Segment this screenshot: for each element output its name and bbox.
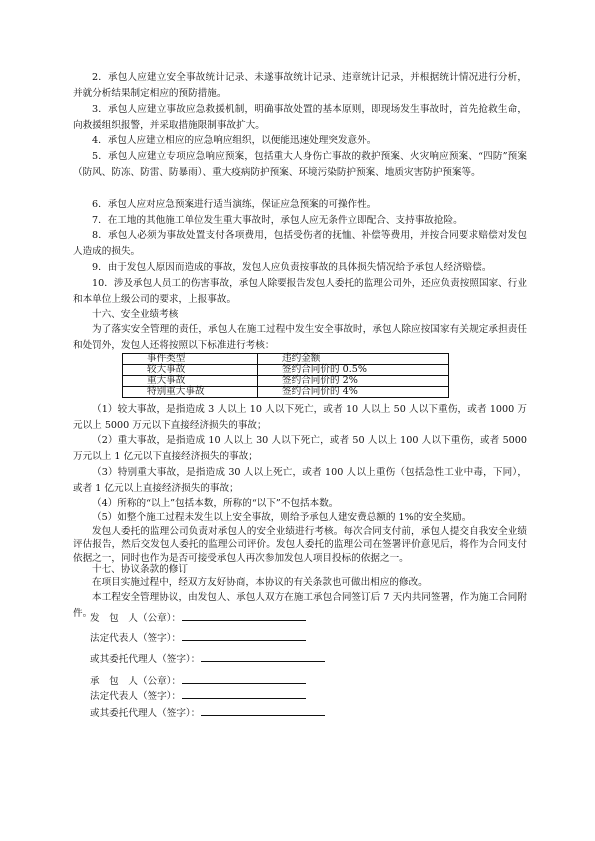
clause-7: 7．在工地的其他施工单位发生重大事故时，承包人应无条件立即配合、支持事故抢险。	[92, 215, 463, 226]
clause-6: 6．承包人应对应急预案进行适当演练，保证应急预案的可操作性。	[92, 199, 377, 210]
definition-5: （5）如整个施工过程未发生以上安全事故，则给予承包人建安费总额的 1%的安全奖励。	[92, 512, 472, 523]
table-cell: 签约合同价的 4%	[258, 387, 449, 398]
clause-4: 4．承包人应建立相应的应急响应组织，以便能迅速处理突发意外。	[92, 135, 377, 146]
signature-blank	[182, 631, 306, 641]
table-cell: 较大事故	[123, 365, 258, 376]
section-16-heading: 十六、安全业绩考核	[92, 309, 179, 320]
table-row	[123, 365, 449, 376]
signature-blank	[182, 689, 306, 699]
definition-2: （2）重大事故，是指造成 10 人以上 30 人以下死亡，或者 50 人以上 100 人以下重伤，或者 5000 万元以上 1 亿元以下直接经济损失的事故；	[73, 435, 527, 462]
clause-8: 8．承包人必须为事故处置支付各项费用，包括受伤者的抚恤、补偿等费用，并按合同要求赔偿对发包人造成的损失。	[73, 230, 527, 257]
signature-blank	[201, 706, 325, 716]
table-header-row	[123, 354, 449, 365]
section-17-paragraph-1: 在项目实施过程中，经双方友好协商，本协议的有关条款也可做出相应的修改。	[92, 577, 428, 588]
clause-5: 5．承包人应建立专项应急响应预案，包括重大人身伤亡事故的救护预案、火灾响应预案、“四防”预案（防风、防冻、防雷、防暴雨）、重大疫病防护预案、环境污染防护预案、地质灾害防护预案等。	[73, 151, 527, 178]
table-row	[123, 376, 449, 387]
section-16-intro: 为了落实安全管理的责任，承包人在施工过程中发生安全事故时，承包人除应按国家有关规定承担责任和处罚外，发包人还将按照以下标准进行考核：	[73, 324, 527, 351]
penalty-table	[122, 353, 449, 398]
clause-2: 2．承包人应建立安全事故统计记录、未遂事故统计记录、违章统计记录，并根据统计情况进行分析，并就分析结果制定相应的预防措施。	[73, 72, 527, 99]
clause-10: 10．涉及承包人员工的伤害事故，承包人除要报告发包人委托的监理公司外，还应负责按照国家、行业和本单位上级公司的要求，上报事故。	[73, 278, 527, 305]
employer-agent-line: 或其委托代理人（签字）：	[90, 652, 325, 668]
definition-4: （4）所称的“以上”包括本数，所称的“以下”不包括本数。	[92, 498, 339, 509]
signature-blank	[182, 611, 306, 621]
clause-9: 9．由于发包人原因而造成的事故，发包人应负责按事故的具体损失情况给予承包人经济赔偿。	[92, 262, 492, 273]
employer-seal-line: 发 包 人（公章）：	[90, 611, 306, 627]
table-header-cell: 事件类型	[123, 354, 258, 365]
table-row	[123, 387, 449, 398]
signature-blank	[201, 652, 325, 662]
employer-legal-rep-line: 法定代表人（签字）：	[90, 631, 306, 647]
definition-1: （1）较大事故，是指造成 3 人以上 10 人以下死亡，或者 10 人以上 50 人以下重伤，或者 1000 万元以上 5000 万元以下直接经济损失的事故；	[73, 404, 527, 431]
table-header-cell: 违约金额	[258, 354, 449, 365]
table-cell: 签约合同价的 2%	[258, 376, 449, 387]
section-17-paragraph-2: 本工程安全管理协议，由发包人、承包人双方在施工承包合同签订后 7 天内共同签署，作为施工合同附件。	[73, 592, 527, 619]
table-cell: 签约合同价的 0.5%	[258, 365, 449, 376]
contractor-legal-rep-line: 法定代表人（签字）：	[90, 689, 306, 705]
definition-3: （3）特别重大事故，是指造成 30 人以上死亡，或者 100 人以上重伤（包括急性工业中毒，下同），或者 1 亿元以上直接经济损失的事故；	[73, 467, 527, 494]
contractor-seal-line: 承 包 人（公章）：	[90, 674, 306, 690]
signature-blank	[182, 674, 306, 684]
section-17-heading: 十七、协议条款的修订	[92, 564, 188, 575]
table-cell: 重大事故	[123, 376, 258, 387]
table-cell: 特别重大事故	[123, 387, 258, 398]
contractor-agent-line: 或其委托代理人（签字）：	[90, 706, 325, 722]
clause-3: 3．承包人应建立事故应急救援机制，明确事故处置的基本原则，即现场发生事故时，首先抢救生命，向救援组织报警，并采取措施限制事故扩大。	[73, 104, 527, 131]
evaluation-paragraph: 发包人委托的监理公司负责对承包人的安全业绩进行考核。每次合同支付前，承包人提交自我安全业绩评估报告，然后交发包人委托的监理公司评价。发包人委托的监理公司在签署评价意见后，将作为合同支付依据之一，同时也作为是否可接受承包人再次参加发包人项目投标的依据之一。	[73, 526, 527, 564]
